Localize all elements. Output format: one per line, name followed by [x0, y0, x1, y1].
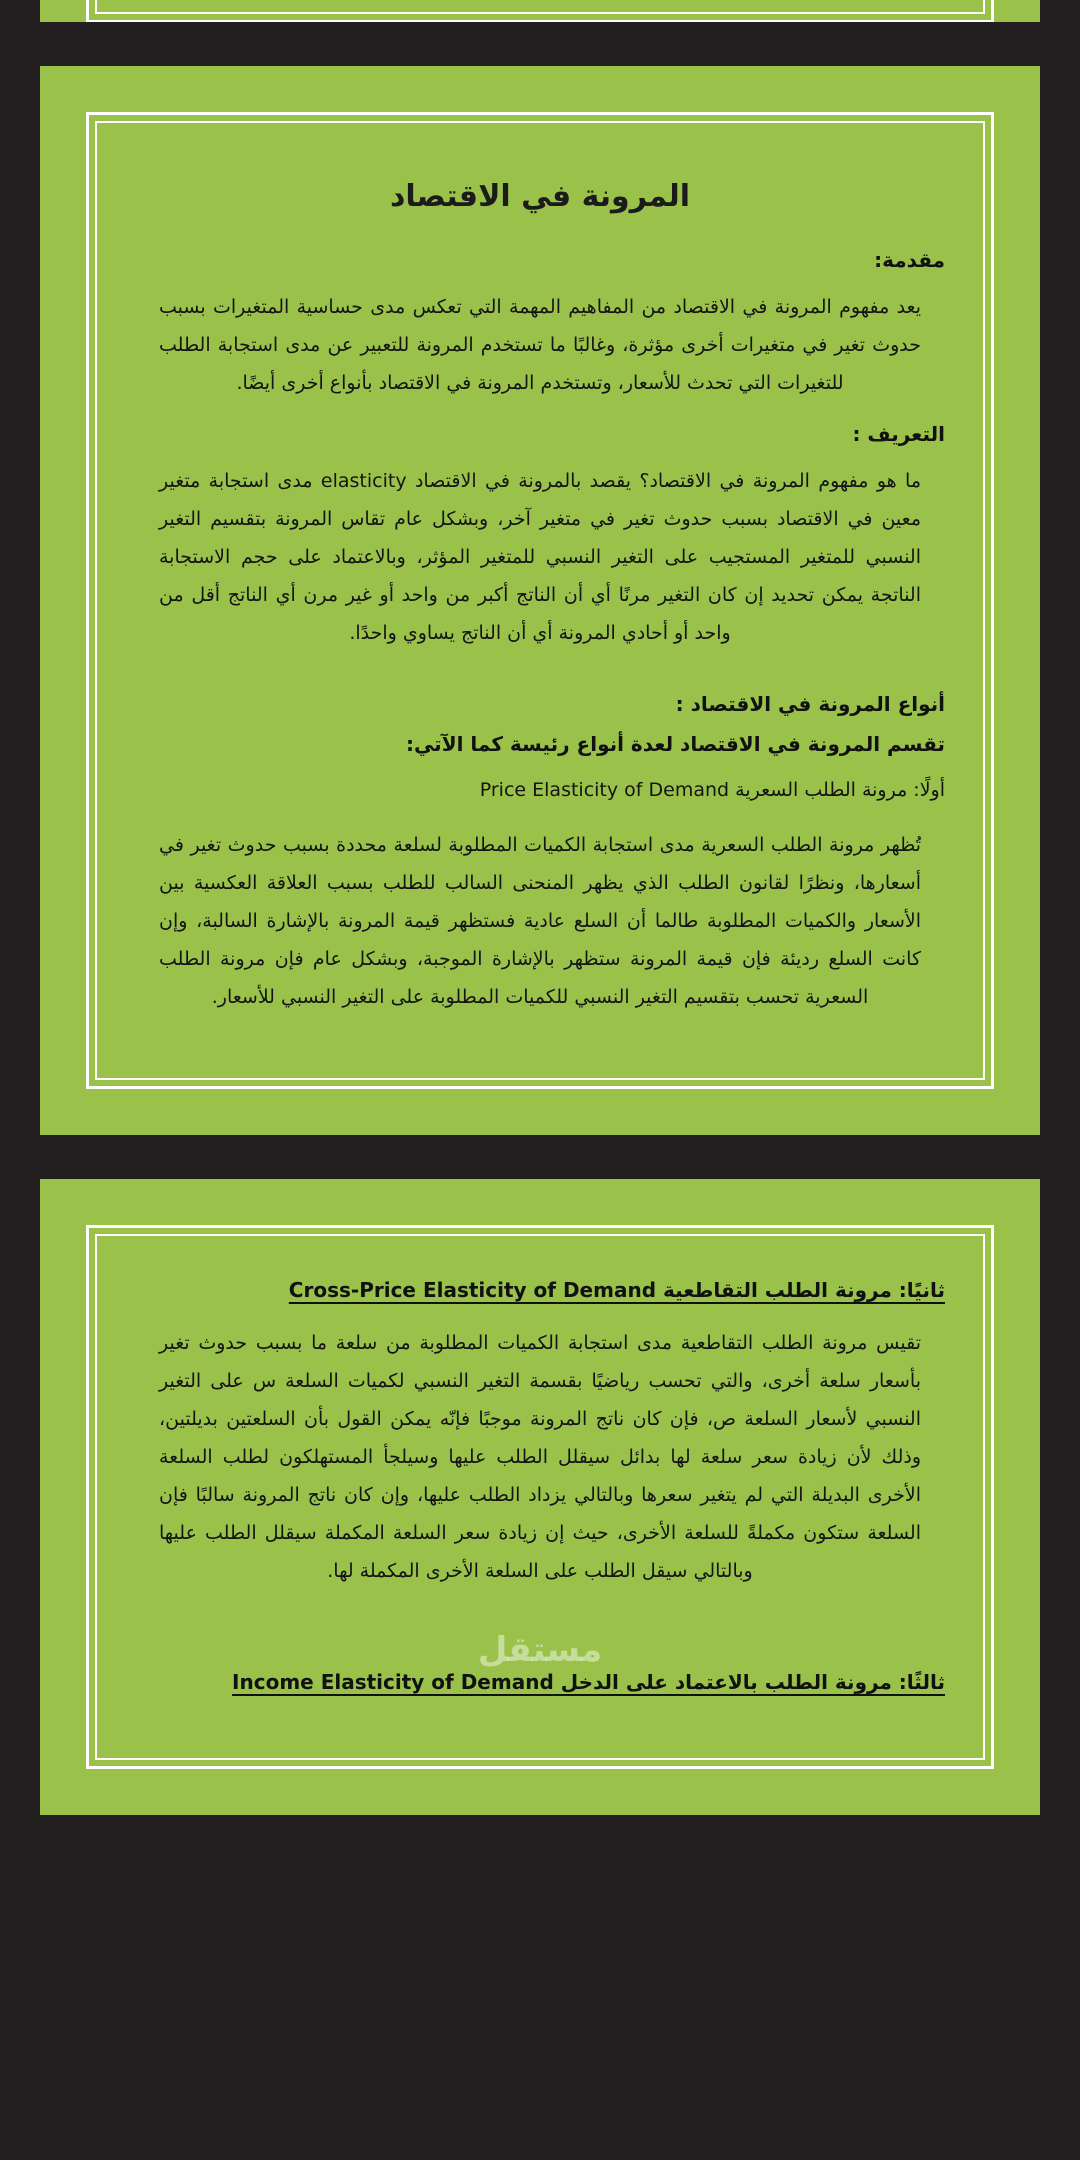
- paragraph-price-elasticity: تُظهر مرونة الطلب السعرية مدى استجابة الكميات المطلوبة لسلعة محددة بسبب حدوث تغير في أسعارها، ونظرًا لقانون الطلب الذي يظهر المنحنى السالب للطلب بسبب العلاقة العكسية بين الأسعار والكميات المطلوبة طالما أن السلع عادية فستظهر قيمة المرونة بالإشارة السالبة، وإن كانت السلع رديئة فإن قيمة المرونة ستظهر بالإشارة الموجبة، وبشكل عام فإن مرونة الطلب السعرية تحسب بتقسيم التغير النسبي للكميات المطلوبة على التغير النسبي للأسعار.: [159, 834, 921, 1009]
- spacer: [135, 1610, 945, 1636]
- section-heading-types-sub: تقسم المرونة في الاقتصاد لعدة أنواع رئيسة كما الآتي:: [405, 732, 945, 756]
- section-heading-definition: التعريف :: [852, 422, 945, 446]
- slide-border-inner: [95, 0, 985, 14]
- watermark-text: مستقل: [477, 1630, 603, 1671]
- paragraph-intro: يعد مفهوم المرونة في الاقتصاد من المفاهيم المهمة التي تعكس مدى حساسية المتغيرات بسبب حدوث تغير في متغيرات أخرى مؤثرة، وغالبًا ما تستخدم المرونة للتعبير عن مدى استجابة الطلب للتغيرات التي تحدث للأسعار، وتستخدم المرونة في الاقتصاد بأنواع أخرى أيضًا.: [159, 296, 921, 394]
- type-second-label: ثانيًا: مرونة الطلب التقاطعية Cross-Price Elasticity of Demand: [288, 1278, 945, 1303]
- paragraph-cross-price-elasticity: تقيس مرونة الطلب التقاطعية مدى استجابة الكميات المطلوبة من سلعة ما بسبب حدوث تغير بأسعار سلعة أخرى، والتي تحسب رياضيًا بقسمة التغير النسبي لكميات السلعة س على التغير النسبي لأسعار السلعة ص، فإن كان ناتج المرونة موجبًا فإنّه يمكن القول بأن السلعتين بديلتين، وذلك لأن زيادة سعر سلعة لها بدائل سيقلل الطلب عليها وسيلجأ المستهلكون لطلب السلعة الأخرى البديلة التي لم يتغير سعرها وبالتالي يزداد الطلب عليها، وإن كان ناتج المرونة سالبًا فإن السلعة ستكون مكملةً للسلعة الأخرى، حيث إن زيادة سعر السلعة المكملة سيقلل الطلب عليها وبالتالي سيقل الطلب على السلعة الأخرى المكملة لها.: [159, 1332, 921, 1583]
- slide-border-outer: [86, 0, 994, 22]
- slide-1-border-outer: [86, 112, 994, 1089]
- paragraph-definition: ما هو مفهوم المرونة في الاقتصاد؟ يقصد بالمرونة في الاقتصاد elasticity مدى استجابة متغير معين في الاقتصاد بسبب حدوث تغير في متغير آخر، وبشكل عام تقاس المرونة بتقسيم التغير النسبي للمتغير المستجيب على التغير النسبي للمتغير المؤثر، وبالاعتماد على حجم الاستجابة الناتجة يمكن تحديد إن كان التغير مرنًا أي أن الناتج أكبر من واحد أو غير مرن أي الناتج أقل من واحد أو أحادي المرونة أي أن الناتج يساوي واحدًا.: [159, 470, 921, 644]
- slide-2-border-outer: [86, 1225, 994, 1769]
- slide-1: [40, 66, 1040, 1135]
- slide-2-content: [95, 1234, 985, 1760]
- type-third-label: ثالثًا: مرونة الطلب بالاعتماد على الدخل Income Elasticity of Demand: [232, 1670, 945, 1695]
- slide-1-content: [95, 121, 985, 1080]
- section-heading-intro: مقدمة:: [874, 248, 945, 272]
- slide-2: [40, 1179, 1040, 1815]
- slide-cropped-top: [40, 0, 1040, 22]
- spacer-2: [135, 1636, 945, 1662]
- type-first-label: أولًا: مرونة الطلب السعرية Price Elasticity of Demand: [479, 779, 945, 801]
- section-heading-types: أنواع المرونة في الاقتصاد :: [675, 692, 945, 716]
- page-title: المرونة في الاقتصاد: [389, 179, 691, 214]
